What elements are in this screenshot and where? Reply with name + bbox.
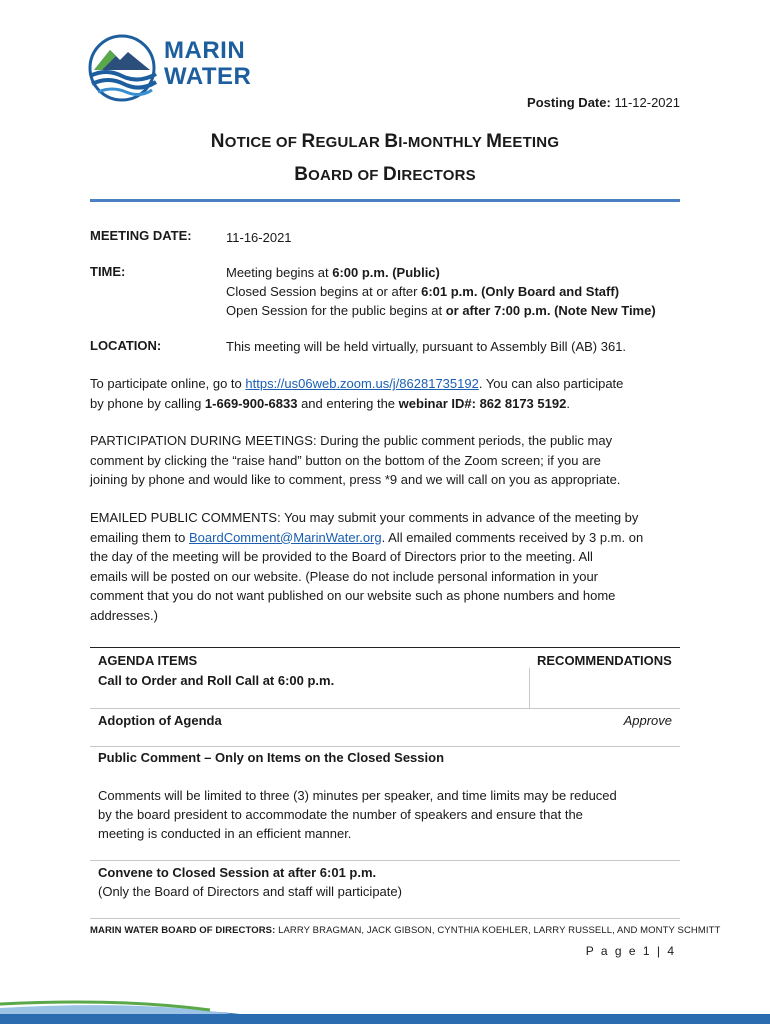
closed-session-title: Convene to Closed Session at after 6:01 p.m. — [98, 865, 377, 880]
posting-date — [527, 95, 680, 110]
logo-wordmark — [164, 38, 251, 90]
paragraph-line: emails will be posted on our website. (Please do not include personal information in your — [90, 568, 599, 584]
detail-line: Comments will be limited to three (3) minutes per speaker, and time limits may be reduced — [98, 788, 617, 803]
page-number: P a g e 1 | 4 — [585, 944, 676, 958]
emailed-comments-paragraph — [90, 508, 680, 625]
paragraph-line: joining by phone and would like to comment, press *9 and we will call on you as appropriate. — [90, 472, 621, 487]
title-small: I-MONTHLY — [398, 134, 487, 151]
time-label: TIME: — [90, 264, 126, 279]
paragraph-line: PARTICIPATION DURING MEETINGS: During the public comment periods, the public may — [90, 433, 613, 448]
time-line2-bold: 6:01 p.m. (Only Board and Staff) — [421, 284, 620, 299]
title-cap: M — [486, 131, 503, 152]
column-divider — [529, 668, 530, 708]
title-cap: B — [294, 164, 309, 185]
agenda-item-adoption: Adoption of Agenda — [98, 713, 222, 728]
title-small: IRECTORS — [396, 167, 476, 184]
time-line2-text: Closed Session begins at or after — [226, 284, 422, 299]
title-divider — [90, 199, 680, 202]
footer-org: MARIN WATER BOARD OF DIRECTORS: — [90, 925, 276, 936]
paragraph-line: the day of the meeting will be provided to the Board of Directors prior to the meeting. All — [90, 549, 593, 564]
closed-session-note: (Only the Board of Directors and staff will participate) — [98, 884, 402, 899]
paragraph-line: comment by clicking the “raise hand” button on the bottom of the Zoom screen; if you are — [90, 452, 601, 468]
paragraph-line: addresses.) — [90, 607, 158, 623]
online-text: . — [566, 395, 570, 411]
board-title — [0, 164, 770, 186]
title-small: OTICE OF — [224, 134, 302, 151]
paragraph-line: EMAILED PUBLIC COMMENTS: You may submit your comments in advance of the meeting by — [90, 510, 639, 525]
title-cap: R — [301, 131, 316, 152]
paragraph-text: . All emailed comments received by 3 p.m. on — [381, 529, 644, 545]
webinar-id: webinar ID#: 862 8173 5192 — [398, 395, 567, 411]
meeting-date-value: 11-16-2021 — [226, 230, 292, 245]
agenda-items-header: AGENDA ITEMS — [98, 653, 198, 668]
mountain-water-icon — [88, 34, 160, 104]
title-small: EGULAR — [315, 134, 385, 151]
detail-line: meeting is conducted in an efficient manner. — [98, 826, 352, 841]
table-row-divider — [90, 860, 680, 861]
title-cap: B — [384, 131, 399, 152]
online-text: and entering the — [297, 395, 399, 411]
table-row-divider — [90, 708, 680, 709]
paragraph-line: comment that you do not want published on our website such as phone numbers and home — [90, 588, 616, 603]
time-line3-bold: or after 7:00 p.m. (Note New Time) — [445, 303, 656, 318]
detail-line: by the board president to accommodate the number of speakers and ensure that the — [98, 807, 583, 822]
title-cap: N — [210, 131, 225, 152]
agenda-item-call-to-order: Call to Order and Roll Call at 6:00 p.m. — [98, 673, 335, 688]
online-text: . You can also participate — [478, 376, 624, 391]
recommendation-approve: Approve — [623, 713, 672, 728]
time-details — [226, 263, 656, 320]
recommendations-header: RECOMMENDATIONS — [537, 653, 672, 668]
footer-members: LARRY BRAGMAN, JACK GIBSON, CYNTHIA KOEHLER, LARRY RUSSELL, AND MONTY SCHMITT — [275, 925, 721, 936]
table-row-divider — [90, 746, 680, 747]
logo-line1: MARIN — [164, 37, 246, 64]
time-line3-text: Open Session for the public begins at — [226, 303, 446, 318]
logo-line2: WATER — [164, 63, 252, 90]
online-participation — [90, 374, 680, 413]
footer-divider — [90, 918, 680, 919]
title-small: EETING — [502, 134, 560, 151]
title-cap: D — [383, 164, 397, 185]
board-comment-email-link[interactable]: BoardComment@MarinWater.org — [189, 529, 382, 545]
location-value: This meeting will be held virtually, pursuant to Assembly Bill (AB) 361. — [226, 339, 627, 354]
footer-board-members — [90, 925, 720, 936]
posting-date-label: Posting Date: — [527, 95, 611, 110]
time-line1-bold: 6:00 p.m. (Public) — [332, 265, 440, 280]
agenda-table-top-border — [90, 647, 680, 648]
agenda-item-closed-session — [98, 863, 402, 901]
marin-water-logo — [88, 34, 252, 104]
title-small: OARD OF — [308, 167, 384, 184]
phone-number: 1-669-900-6833 — [204, 395, 298, 411]
meeting-date-label: MEETING DATE: — [90, 228, 192, 243]
zoom-link[interactable]: https://us06web.zoom.us/j/86281735192 — [245, 376, 479, 391]
notice-title — [0, 131, 770, 153]
paragraph-text: emailing them to — [90, 529, 189, 545]
online-text: To participate online, go to — [90, 376, 246, 391]
posting-date-value: 11-12-2021 — [614, 95, 680, 110]
online-text: by phone by calling — [90, 395, 205, 411]
participation-paragraph — [90, 431, 680, 490]
public-comment-details — [98, 786, 617, 843]
footer-wave-decoration — [0, 990, 770, 1024]
location-label: LOCATION: — [90, 338, 162, 353]
agenda-item-public-comment: Public Comment – Only on Items on the Closed Session — [98, 750, 445, 765]
time-line1-text: Meeting begins at — [226, 265, 333, 280]
